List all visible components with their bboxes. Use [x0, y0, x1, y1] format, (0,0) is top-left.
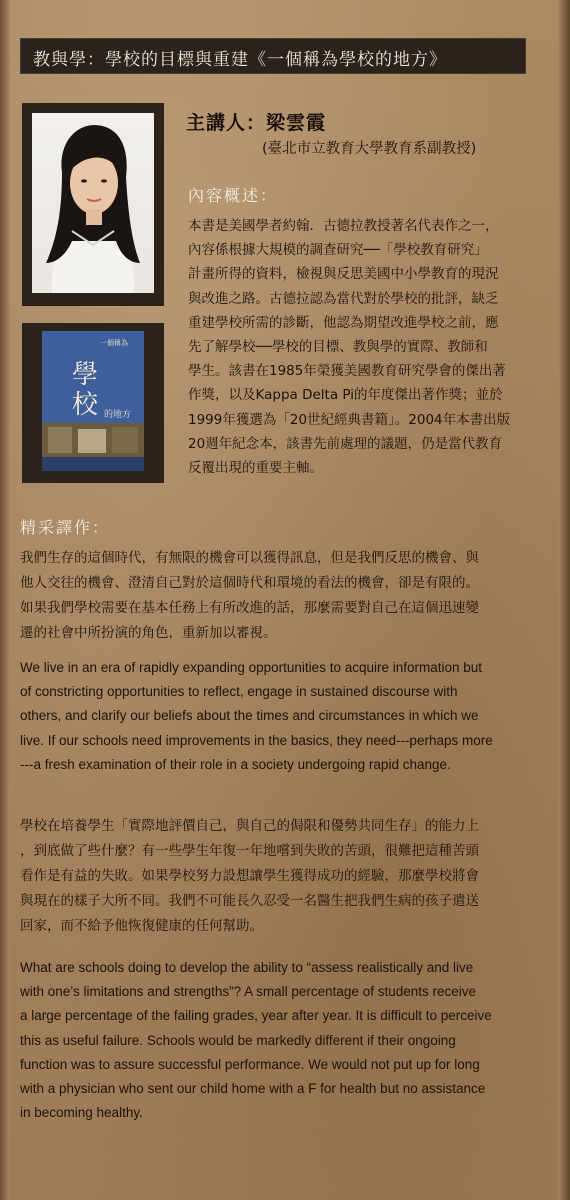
speaker-name: 主講人：梁雲霞 — [186, 112, 327, 134]
summary-line: 學生。該書在1985年榮獲美國教育研究學會的傑出著 — [188, 363, 506, 380]
excerpt-line: this as useful failure. Schools would be markedly different if their ongoing — [20, 1032, 456, 1048]
excerpt-line: a large percentage of the failing grades, year after year. It is difficult to perceive — [20, 1008, 492, 1024]
book-cover-char-2: 校 — [72, 390, 99, 420]
excerpt-line: in becoming healthy. — [20, 1105, 143, 1121]
speaker-photo — [32, 113, 154, 293]
summary-line: 內容係根據大規模的調查研究──「學校教育研究」 — [188, 242, 488, 259]
page-edge-left — [0, 0, 10, 1200]
book-cover-illustration — [42, 331, 144, 471]
book-cover-frame — [22, 323, 164, 483]
excerpt-line: We live in an era of rapidly expanding opportunities to acquire information but — [20, 660, 483, 675]
summary-line: 先了解學校──學校的目標、教與學的實際、教師和 — [188, 339, 488, 356]
summary-line: 本書是美國學者約翰．古德拉教授著名代表作之一， — [188, 218, 499, 234]
excerpt-line: with one’s limitations and strengths”? A small percentage of students receive — [20, 984, 477, 1000]
summary-paragraph — [188, 214, 528, 480]
excerpt-line: with a physician who sent our child home with a F for health but no assistance — [20, 1081, 486, 1097]
excerpt-line: 我們生存的這個時代，有無限的機會可以獲得訊息，但是我們反思的機會、與 — [20, 550, 479, 566]
book-cover-series-text: 一個稱為 — [100, 339, 128, 347]
excerpt-heading: 精采譯作： — [20, 518, 111, 537]
summary-line: 反覆出現的重要主軸。 — [188, 460, 323, 477]
excerpt-line: others, and clarify our beliefs about the times and circumstances in which we — [20, 708, 479, 724]
page-edge-right — [558, 0, 570, 1200]
excerpt-line: live. If our schools need improvements in the basics, they need---perhaps more — [20, 732, 493, 748]
excerpt-line: What are schools doing to develop the ability to “assess realistically and live — [20, 960, 474, 975]
excerpt-line: 看作是有益的失敗。如果學校努力設想讓學生獲得成功的經驗，那麼學校將會 — [20, 868, 479, 884]
summary-line: 重建學校所需的診斷，他認為期望改進學校之前，應 — [188, 314, 499, 331]
excerpt-line: ---a fresh examination of their role in a society undergoing rapid change. — [20, 756, 451, 772]
summary-line: 與改進之路。古德拉認為當代對於學校的批評，缺乏 — [188, 290, 499, 307]
title-bar — [20, 38, 526, 74]
summary-heading: 內容概述： — [188, 186, 279, 205]
excerpt-line: 遷的社會中所扮演的角色，重新加以審視。 — [20, 625, 277, 641]
speaker-portrait-illustration — [32, 113, 154, 293]
excerpt-line: of constricting opportunities to reflect, engage in sustained discourse with — [20, 684, 458, 700]
excerpt-chinese-paragraph-2 — [20, 814, 535, 939]
book-cover-char-1: 學 — [72, 360, 99, 390]
excerpt-line: 如果我們學校需要在基本任務上有所改進的話，那麼需要對自己在這個迅速變 — [20, 600, 479, 616]
summary-line: 1999年獲選為「20世紀經典書籍」。2004年本書出版 — [188, 411, 511, 428]
excerpt-line: 學校在培養學生「實際地評價自己，與自己的侷限和優勢共同生存」的能力上 — [20, 818, 479, 834]
excerpt-line: ，到底做了些什麼？有一些學生年復一年地嚐到失敗的苦頭，很難把這種苦頭 — [20, 843, 479, 859]
book-cover-char-3: 的地方 — [104, 410, 132, 420]
speaker-photo-frame — [22, 103, 164, 306]
page-title: 教與學：學校的目標與重建《一個稱為學校的地方》 — [33, 50, 447, 70]
speaker-affiliation: (臺北市立教育大學教育系副教授) — [262, 141, 477, 157]
excerpt-line: function was to assure successful performance. We would not put up for long — [20, 1056, 480, 1072]
excerpt-line: 他人交往的機會、澄清自己對於這個時代和環境的看法的機會，卻是有限的。 — [20, 575, 479, 591]
summary-line: 20週年紀念本，該書先前處理的議題，仍是當代教育 — [188, 435, 503, 452]
summary-line: 作獎，以及Kappa Delta Pi的年度傑出著作獎；並於 — [188, 387, 503, 404]
excerpt-english-paragraph-2 — [20, 956, 535, 1125]
summary-line: 計畫所得的資料，檢視與反思美國中小學教育的現況 — [188, 266, 499, 283]
excerpt-english-paragraph-1 — [20, 656, 535, 777]
book-cover — [42, 331, 144, 471]
excerpt-chinese-paragraph-1 — [20, 546, 535, 646]
excerpt-line: 回家，而不給予他恢復健康的任何幫助。 — [20, 918, 263, 934]
excerpt-line: 與現在的樣子大所不同。我們不可能長久忍受一名醫生把我們生病的孩子遣送 — [20, 893, 479, 909]
